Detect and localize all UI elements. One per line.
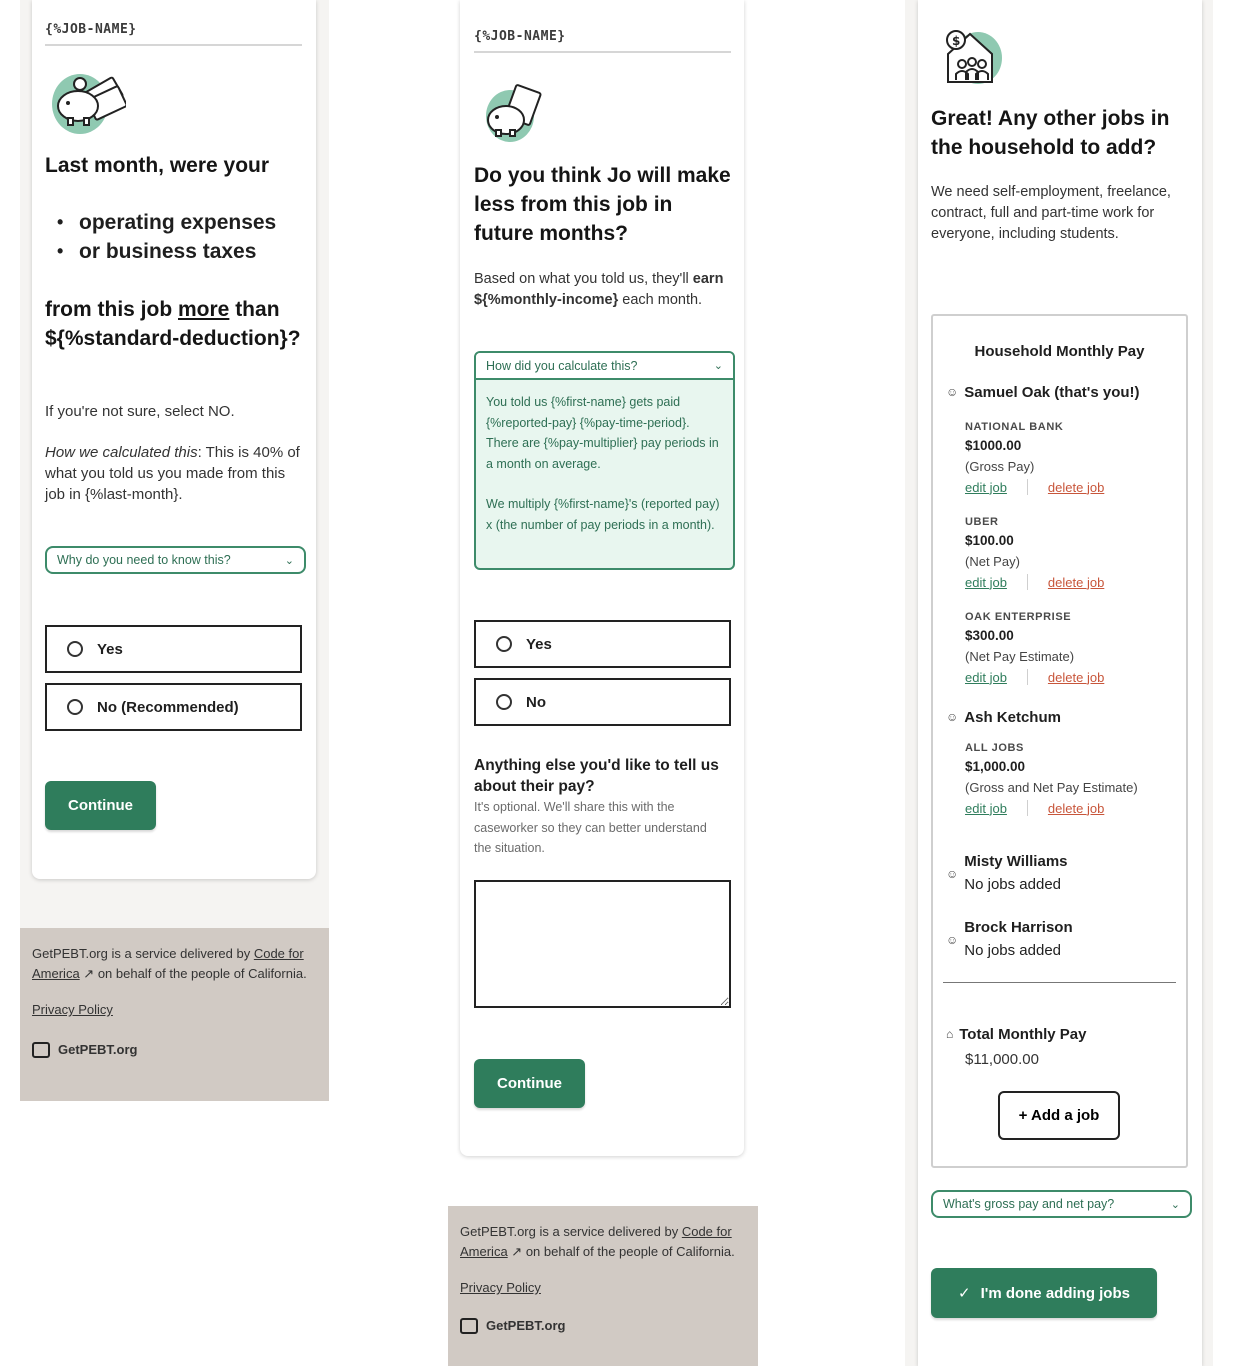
job-actions [965,669,1104,685]
job-name-label: {%JOB-NAME} [474,29,566,44]
external-link-icon: ↗ [507,1244,523,1259]
checkbox-logo-icon [32,1042,50,1058]
radio-circle-icon [67,699,83,715]
job-amount: $300.00 [965,628,1014,643]
delete-job-link[interactable]: delete job [1047,479,1105,495]
continue-button[interactable]: Continue [474,1059,585,1108]
additional-info-textarea[interactable] [474,880,731,1008]
pay-type: (Net Pay) [965,554,1020,569]
calculate-accordion-expanded [474,351,735,570]
anything-else-hint: It's optional. We'll share this with the caseworker so they can better understand the situation. [474,800,707,855]
person-icon: ☺ [946,710,959,724]
employer-name: NATIONAL BANK [965,421,1064,433]
total-monthly-pay-label: ⌂ Total Monthly Pay [946,1026,1087,1043]
anything-else-title: Anything else you'd like to tell us about their pay? [474,757,719,795]
person-icon: ☺ [946,385,959,399]
delete-job-link[interactable]: delete job [1047,800,1105,816]
footer [448,1206,758,1366]
piggy-bank-money-icon [482,82,548,144]
continue-button[interactable]: Continue [45,781,156,830]
bank-icon: ⌂ [946,1027,954,1041]
job-actions [965,479,1104,495]
household-pay-title: Household Monthly Pay [974,343,1145,360]
member-name: ☺ Samuel Oak (that's you!) [946,384,1140,401]
question-text: from this job more than ${%standard-deduction}? [45,298,301,350]
member-name: ☺ Ash Ketchum [946,709,1061,726]
edit-job-link[interactable]: edit job [965,479,1007,495]
member-name: ☺ Misty Williams No jobs added [946,853,1068,893]
delete-job-link[interactable]: delete job [1047,574,1105,590]
accordion-label: Why do you need to know this? [57,553,231,567]
no-jobs-text: No jobs added [964,942,1062,959]
radio-circle-icon [67,641,83,657]
gross-net-accordion[interactable] [931,1190,1192,1218]
pay-type: (Net Pay Estimate) [965,649,1075,664]
member-name: ☺ Brock Harrison No jobs added [946,919,1073,959]
job-actions [965,574,1104,590]
job-amount: $1,000.00 [965,759,1026,774]
pay-type: (Gross Pay) [965,459,1035,474]
page-title: Great! Any other jobs in the household to add? [931,107,1170,159]
calculate-accordion-header[interactable]: How did you calculate this? ⌄ [476,353,733,380]
svg-text:$: $ [952,34,961,48]
edit-job-link[interactable]: edit job [965,669,1007,685]
household-money-icon [938,24,1004,86]
check-icon: ✓ [958,1285,971,1302]
accordion-label: What's gross pay and net pay? [943,1197,1115,1211]
employer-name: UBER [965,516,999,528]
bullet-item: • or business taxes [45,237,315,266]
bullet-item: • operating expenses [45,208,315,237]
privacy-policy-link[interactable]: Privacy Policy [32,1002,113,1017]
edit-job-link[interactable]: edit job [965,800,1007,816]
radio-yes[interactable]: Yes [45,625,302,673]
done-adding-jobs-button[interactable]: ✓ I'm done adding jobs [931,1268,1157,1318]
piggy-bank-money-icon [50,70,126,136]
accordion-paragraph: You told us {%first-name} gets paid {%reported-pay} {%pay-time-period}. There are {%pay-multiplier} pay periods in a month on average. [486,395,719,471]
code-for-america-link[interactable]: Code for America [460,1224,732,1259]
pay-type: (Gross and Net Pay Estimate) [965,780,1138,795]
radio-yes[interactable]: Yes [474,620,731,668]
employer-name: ALL JOBS [965,742,1024,754]
employer-name: OAK ENTERPRISE [965,611,1072,623]
delete-job-link[interactable]: delete job [1047,669,1105,685]
brand-logo: GetPEBT.org [32,1040,317,1060]
chevron-down-icon: ⌄ [713,360,723,372]
job-actions [965,800,1104,816]
add-job-button[interactable]: + Add a job [998,1091,1120,1140]
person-icon: ☺ [946,933,959,947]
external-link-icon: ↗ [79,966,95,981]
job-amount: $1000.00 [965,438,1022,453]
radio-circle-icon [496,694,512,710]
job-amount: $100.00 [965,533,1014,548]
brand-logo: GetPEBT.org [460,1316,746,1336]
based-on-text: Based on what you told us, they'll earn ${%monthly-income} each month. [474,271,724,308]
calculation-explanation: How we calculated this: This is 40% of what you told us you made from this job in {%last-month}. [45,444,300,503]
checkbox-logo-icon [460,1318,478,1334]
footer [20,928,329,1101]
chevron-down-icon: ⌄ [284,554,294,567]
radio-no-recommended[interactable]: No (Recommended) [45,683,302,731]
why-need-accordion[interactable] [45,546,306,574]
hint-text: If you're not sure, select NO. [45,403,235,420]
emphasis-more: more [178,298,230,321]
radio-no[interactable]: No [474,678,731,726]
question-text: Do you think Jo will make less from this job in future months? [474,164,731,245]
accordion-paragraph: We multiply {%first-name}'s (reported pay) x (the number of pay periods in a month). [486,497,720,532]
footer-text: GetPEBT.org is a service delivered by Code for America ↗ on behalf of the people of California. [32,946,307,981]
code-for-america-link[interactable]: Code for America [32,946,304,981]
question-intro: Last month, were your [45,154,270,177]
radio-circle-icon [496,636,512,652]
page-subtitle: We need self-employment, freelance, contract, full and part-time work for everyone, including students. [931,184,1171,242]
no-jobs-text: No jobs added [964,876,1062,893]
privacy-policy-link[interactable]: Privacy Policy [460,1280,541,1295]
total-monthly-pay-value: $11,000.00 [965,1051,1039,1068]
job-name-label: {%JOB-NAME} [45,22,137,37]
expense-bullet-list [45,208,315,266]
chevron-down-icon: ⌄ [1170,1198,1180,1211]
footer-text: GetPEBT.org is a service delivered by Code for America ↗ on behalf of the people of California. [460,1224,735,1259]
person-icon: ☺ [946,867,959,881]
edit-job-link[interactable]: edit job [965,574,1007,590]
